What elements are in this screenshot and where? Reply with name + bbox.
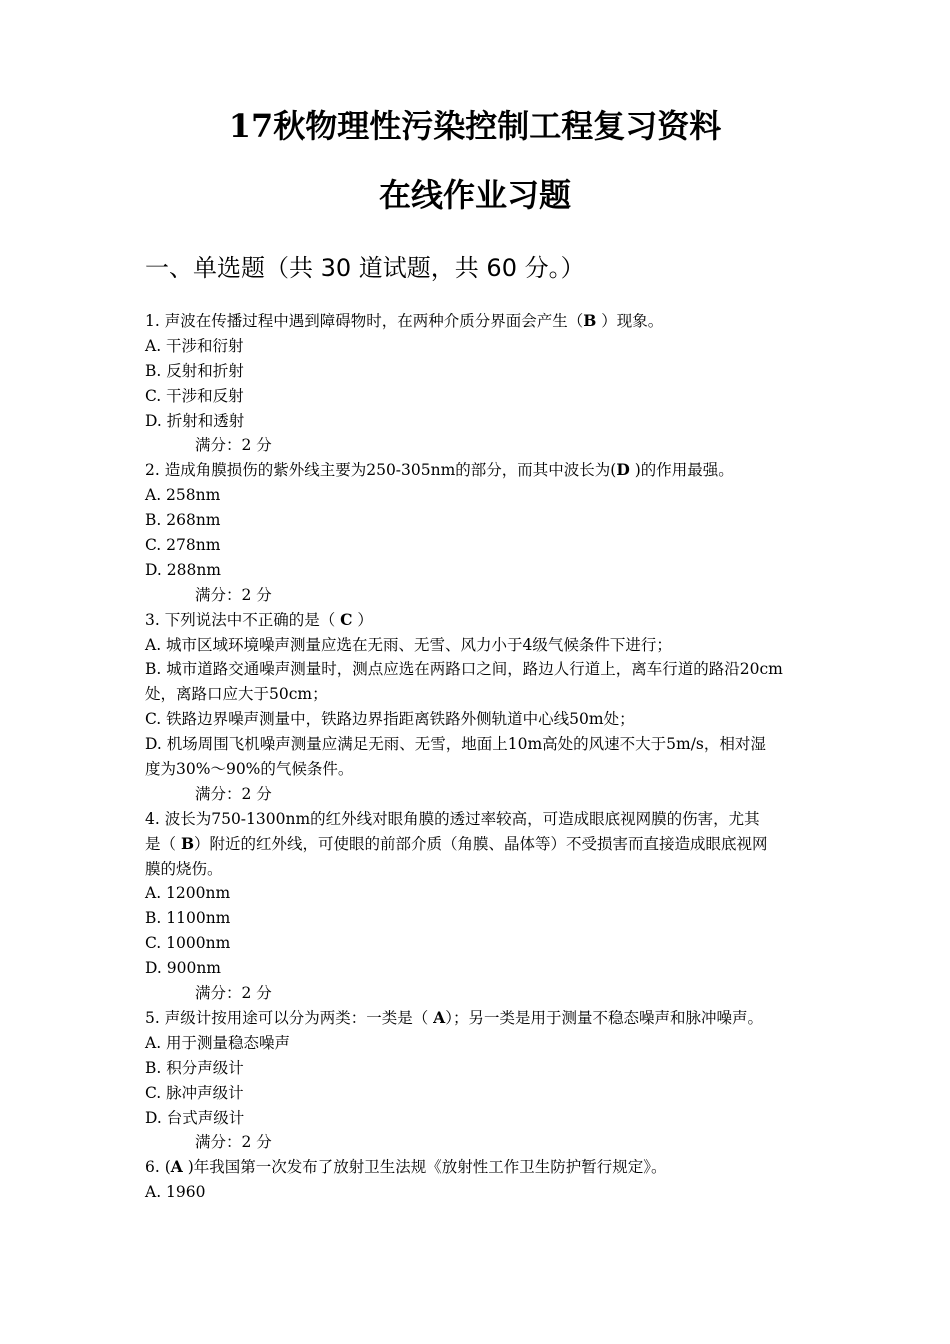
option-a: A. 1200nm [145,884,231,903]
option-b: B. 268nm [145,511,221,530]
score-line: 满分：2 分 [195,1133,272,1152]
answer-2: D [616,460,630,480]
option-b-cont: 处，离路口应大于50cm； [145,685,328,704]
option-d: D. 900nm [145,959,221,978]
option-d: D. 288nm [145,560,221,579]
option-c: C. 278nm [145,536,221,555]
question-3: 3. 下列说法中不正确的是（ C ） [145,609,373,629]
option-d-cont: 度为30%～90%的气候条件。 [145,760,354,779]
answer-6: A [170,1157,183,1177]
option-b: B. 反射和折射 [145,361,244,380]
question-4-cont: 是（ B）附近的红外线，可使眼的前部介质（角膜、晶体等）不受损害而直接造成眼底视网 [145,833,768,853]
section-heading: 一、单选题（共 30 道试题，共 60 分。） [145,254,585,282]
answer-4: B [180,833,195,853]
option-d: D. 台式声级计 [145,1108,245,1127]
question-6: 6. (A )年我国第一次发布了放射卫生法规《放射性工作卫生防护暂行规定》。 [145,1157,667,1177]
answer-5: A [433,1007,446,1027]
answer-1: B [583,311,597,330]
option-b: B. 1100nm [145,909,231,928]
option-a: A. 干涉和衍射 [145,336,244,355]
score-line: 满分：2 分 [195,436,272,455]
document-title: 17秋物理性污染控制工程复习资料 [228,107,722,145]
score-line: 满分：2 分 [195,784,272,803]
option-a: A. 258nm [145,486,221,505]
option-b: B. 城市道路交通噪声测量时，测点应选在两路口之间，路边人行道上，离车行道的路沿20cm [145,660,783,679]
option-d: D. 机场周围飞机噪声测量应满足无雨、无雪，地面上10m高处的风速不大于5m/s，相对湿 [145,735,766,754]
question-list [145,309,825,1205]
option-a: A. 城市区域环境噪声测量应选在无雨、无雪、风力小于4级气候条件下进行； [145,635,672,654]
option-a: A. 用于测量稳态噪声 [145,1033,291,1052]
question-4-cont: 膜的烧伤。 [145,859,223,878]
option-a: A. 1960 [145,1183,206,1202]
option-c: C. 铁路边界噪声测量中，铁路边界指距离铁路外侧轨道中心线50m处； [145,710,635,729]
answer-3: C [340,609,353,629]
score-line: 满分：2 分 [195,984,272,1003]
option-b: B. 积分声级计 [145,1058,244,1077]
document-subtitle: 在线作业习题 [378,176,571,214]
option-c: C. 脉冲声级计 [145,1083,244,1102]
question-4: 4. 波长为750-1300nm的红外线对眼角膜的透过率较高，可造成眼底视网膜的伤害，尤其 [145,809,760,828]
question-5: 5. 声级计按用途可以分为两类：一类是（ A）；另一类是用于测量不稳态噪声和脉冲噪声。 [145,1007,763,1027]
option-d: D. 折射和透射 [145,411,245,430]
option-c: C. 干涉和反射 [145,386,244,405]
question-1: 1. 声波在传播过程中遇到障碍物时，在两种介质分界面会产生（B ）现象。 [145,311,664,330]
question-2: 2. 造成角膜损伤的紫外线主要为250-305nm的部分，而其中波长为(D )的作用最强。 [145,460,734,480]
option-c: C. 1000nm [145,934,231,953]
score-line: 满分：2 分 [195,585,272,604]
